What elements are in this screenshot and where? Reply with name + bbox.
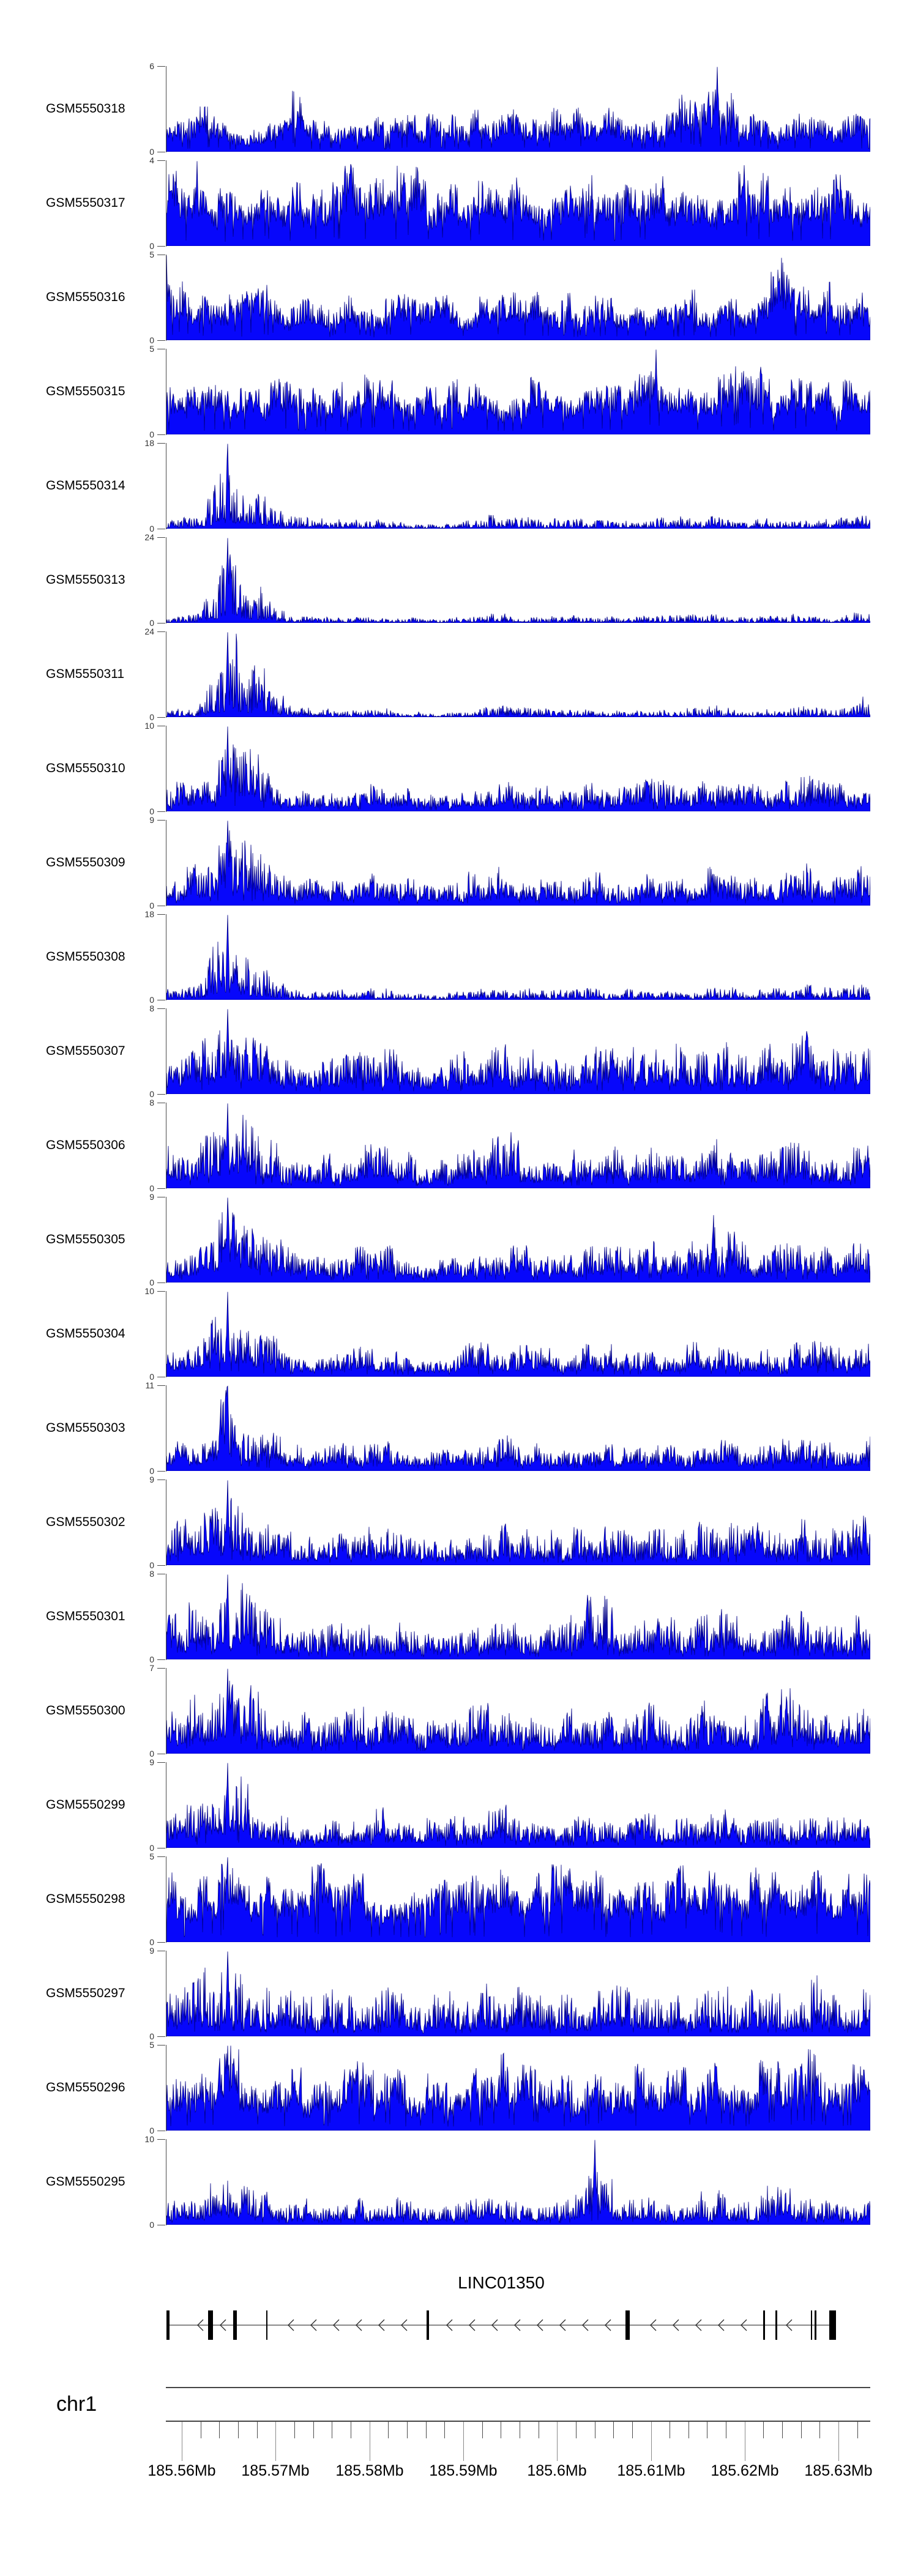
- track-ymin-label: 0: [149, 241, 154, 251]
- track-ymax-label: 18: [144, 909, 154, 919]
- axis-minor-tick: [819, 2422, 820, 2438]
- coverage-area: [166, 67, 870, 152]
- coverage-signal: [166, 1668, 870, 1754]
- coverage-area: [166, 349, 870, 434]
- coverage-area: [166, 726, 870, 811]
- coverage-signal: [166, 1480, 870, 1565]
- track-label: GSM5550297: [46, 1986, 125, 2000]
- track-label: GSM5550304: [46, 1327, 125, 1341]
- ymax-tick: [157, 2045, 165, 2046]
- coverage-area: [166, 915, 870, 1000]
- axis-minor-tick: [426, 2422, 427, 2438]
- exon-box: [266, 2310, 267, 2340]
- coverage-signal: [166, 1762, 870, 1848]
- axis-tick-label: 185.59Mb: [429, 2462, 498, 2479]
- ymax-tick: [157, 2139, 165, 2140]
- coverage-area: [166, 1951, 870, 2036]
- coverage-area: [166, 1857, 870, 1942]
- coverage-area: [166, 1386, 870, 1471]
- coverage-signal: [166, 631, 870, 717]
- coverage-signal: [166, 1008, 870, 1094]
- ymax-tick: [157, 1762, 165, 1763]
- coverage-signal: [166, 2045, 870, 2131]
- ymin-tick: [157, 340, 165, 341]
- track-ymin-label: 0: [149, 1560, 154, 1570]
- ymin-tick: [157, 1659, 165, 1660]
- track-label: GSM5550306: [46, 1138, 125, 1152]
- track-ymax-label: 10: [144, 1286, 154, 1296]
- axis-minor-tick: [482, 2422, 483, 2438]
- coverage-area: [166, 1009, 870, 1094]
- track-label: GSM5550310: [46, 761, 125, 775]
- coverage-area: [166, 2046, 870, 2131]
- coverage-signal: [166, 1385, 870, 1471]
- coverage-signal: [166, 1197, 870, 1282]
- track-ymax-label: 10: [144, 721, 154, 731]
- ymax-tick: [157, 537, 165, 538]
- axis-main-line: [166, 2421, 870, 2422]
- axis-minor-tick: [763, 2422, 764, 2438]
- ymax-tick: [157, 443, 165, 444]
- axis-minor-tick: [632, 2422, 633, 2438]
- track-label: GSM5550309: [46, 855, 125, 869]
- coverage-signal: [166, 255, 870, 340]
- track-ymin-label: 0: [149, 2031, 154, 2041]
- track-ymin-label: 0: [149, 1089, 154, 1099]
- track-label: GSM5550295: [46, 2175, 125, 2189]
- coverage-area: [166, 1197, 870, 1282]
- track-ymin-label: 0: [149, 995, 154, 1005]
- coverage-area: [166, 1574, 870, 1659]
- track-ymax-label: 24: [144, 627, 154, 636]
- track-ymin-label: 0: [149, 524, 154, 534]
- ymin-tick: [157, 2036, 165, 2037]
- exon-box: [763, 2310, 765, 2340]
- axis-minor-tick: [219, 2422, 220, 2438]
- track-ymin-label: 0: [149, 335, 154, 345]
- track-ymin-label: 0: [149, 1843, 154, 1853]
- axis-major-tick: [651, 2422, 652, 2461]
- axis-major-tick: [557, 2422, 558, 2461]
- track-ymin-label: 0: [149, 2220, 154, 2230]
- axis-major-tick: [275, 2422, 276, 2461]
- coverage-signal: [166, 2139, 870, 2225]
- gene-model: [166, 2307, 870, 2343]
- ymax-tick: [157, 66, 165, 67]
- coverage-area: [166, 444, 870, 529]
- track-ymax-label: 10: [144, 2134, 154, 2144]
- axis-tick-label: 185.63Mb: [804, 2462, 873, 2479]
- coverage-area: [166, 1480, 870, 1565]
- track-label: GSM5550318: [46, 102, 125, 116]
- exon-box: [427, 2310, 429, 2340]
- track-label: GSM5550296: [46, 2080, 125, 2094]
- track-label: GSM5550307: [46, 1044, 125, 1058]
- ymin-tick: [157, 811, 165, 812]
- coverage-signal: [166, 914, 870, 1000]
- coverage-area: [166, 1103, 870, 1188]
- axis-minor-tick: [688, 2422, 689, 2438]
- coverage-area: [166, 2140, 870, 2225]
- gene-title: LINC01350: [458, 2273, 545, 2292]
- axis-major-tick: [463, 2422, 464, 2461]
- track-ymax-label: 8: [149, 1098, 154, 1107]
- ymax-tick: [157, 1008, 165, 1009]
- coverage-signal: [166, 1574, 870, 1659]
- track-ymin-label: 0: [149, 1749, 154, 1759]
- coverage-area: [166, 1669, 870, 1754]
- track-ymin-label: 0: [149, 618, 154, 628]
- track-label: GSM5550314: [46, 478, 125, 493]
- track-label: GSM5550316: [46, 290, 125, 304]
- track-ymax-label: 8: [149, 1003, 154, 1013]
- axis-tick-label: 185.56Mb: [147, 2462, 216, 2479]
- ymax-tick: [157, 1856, 165, 1857]
- axis-top-line: [166, 2387, 870, 2388]
- axis-tick-label: 185.57Mb: [241, 2462, 310, 2479]
- exon-box: [166, 2310, 170, 2340]
- exon-box: [625, 2310, 630, 2340]
- axis-minor-tick: [444, 2422, 445, 2438]
- ymin-tick: [157, 246, 165, 247]
- axis-minor-tick: [388, 2422, 389, 2438]
- exon-box: [233, 2310, 237, 2340]
- track-ymin-label: 0: [149, 1655, 154, 1664]
- track-ymin-label: 0: [149, 712, 154, 722]
- ymin-tick: [157, 623, 165, 624]
- track-ymin-label: 0: [149, 1278, 154, 1287]
- track-ymin-label: 0: [149, 1372, 154, 1382]
- ymin-tick: [157, 1282, 165, 1283]
- axis-minor-tick: [576, 2422, 577, 2438]
- track-label: GSM5550313: [46, 573, 125, 587]
- track-ymin-label: 0: [149, 806, 154, 816]
- track-label: GSM5550300: [46, 1703, 125, 1718]
- coverage-signal: [166, 1951, 870, 2036]
- track-label: GSM5550299: [46, 1798, 125, 1812]
- axis-minor-tick: [407, 2422, 408, 2438]
- track-ymax-label: 5: [149, 2040, 154, 2050]
- track-label: GSM5550308: [46, 950, 125, 964]
- axis-minor-tick: [257, 2422, 258, 2438]
- track-ymax-label: 9: [149, 1475, 154, 1484]
- track-ymax-label: 7: [149, 1663, 154, 1673]
- ymax-tick: [157, 820, 165, 821]
- track-ymax-label: 8: [149, 1569, 154, 1579]
- exon-box: [811, 2310, 812, 2340]
- ymax-tick: [157, 914, 165, 915]
- track-ymin-label: 0: [149, 1937, 154, 1947]
- exon-box: [775, 2310, 777, 2340]
- axis-minor-tick: [613, 2422, 614, 2438]
- axis-tick-label: 185.62Mb: [711, 2462, 779, 2479]
- track-ymax-label: 9: [149, 1946, 154, 1956]
- coverage-area: [166, 632, 870, 717]
- coverage-signal: [166, 160, 870, 246]
- coverage-signal: [166, 1856, 870, 1942]
- coverage-area: [166, 255, 870, 340]
- track-ymax-label: 5: [149, 1852, 154, 1861]
- ymax-tick: [157, 1291, 165, 1292]
- coverage-area: [166, 538, 870, 623]
- axis-major-tick: [838, 2422, 839, 2461]
- track-label: GSM5550311: [46, 667, 125, 681]
- track-ymax-label: 18: [144, 438, 154, 448]
- axis-tick-label: 185.6Mb: [527, 2462, 587, 2479]
- ymin-tick: [157, 1565, 165, 1566]
- track-label: GSM5550298: [46, 1892, 125, 1906]
- axis-minor-tick: [801, 2422, 802, 2438]
- track-ymin-label: 0: [149, 430, 154, 439]
- track-label: GSM5550303: [46, 1421, 125, 1435]
- ymin-tick: [157, 1188, 165, 1189]
- exon-box: [208, 2310, 213, 2340]
- coverage-area: [166, 821, 870, 906]
- track-ymin-label: 0: [149, 1466, 154, 1476]
- coverage-signal: [166, 537, 870, 623]
- coverage-signal: [166, 1103, 870, 1188]
- coverage-signal: [166, 820, 870, 906]
- chromosome-label: chr1: [56, 2392, 97, 2416]
- track-label: GSM5550315: [46, 384, 125, 398]
- track-ymax-label: 5: [149, 344, 154, 354]
- coverage-signal: [166, 726, 870, 811]
- axis-minor-tick: [313, 2422, 314, 2438]
- ymin-tick: [157, 1094, 165, 1095]
- track-ymin-label: 0: [149, 2126, 154, 2135]
- track-ymax-label: 9: [149, 1757, 154, 1767]
- track-ymin-label: 0: [149, 147, 154, 157]
- track-label: GSM5550301: [46, 1609, 125, 1623]
- ymax-tick: [157, 631, 165, 632]
- coverage-area: [166, 1292, 870, 1377]
- axis-minor-tick: [857, 2422, 858, 2438]
- ymin-tick: [157, 434, 165, 435]
- coverage-signal: [166, 349, 870, 434]
- coverage-area: [166, 1763, 870, 1848]
- track-ymax-label: 9: [149, 815, 154, 825]
- track-ymax-label: 6: [149, 61, 154, 71]
- ymin-tick: [157, 717, 165, 718]
- ymin-tick: [157, 1942, 165, 1943]
- ymax-tick: [157, 1668, 165, 1669]
- axis-tick-label: 185.61Mb: [617, 2462, 685, 2479]
- track-ymax-label: 9: [149, 1192, 154, 1202]
- exon-box: [829, 2310, 836, 2340]
- axis-minor-tick: [294, 2422, 295, 2438]
- track-label: GSM5550317: [46, 196, 125, 210]
- track-label: GSM5550305: [46, 1232, 125, 1246]
- track-ymin-label: 0: [149, 1183, 154, 1193]
- track-ymax-label: 5: [149, 250, 154, 259]
- ymin-tick: [157, 1471, 165, 1472]
- coverage-signal: [166, 66, 870, 152]
- coverage-area: [166, 161, 870, 246]
- track-ymax-label: 24: [144, 532, 154, 542]
- ymax-tick: [157, 1385, 165, 1386]
- track-ymax-label: 11: [145, 1380, 154, 1390]
- ymax-tick: [157, 160, 165, 161]
- coverage-signal: [166, 443, 870, 529]
- track-label: GSM5550302: [46, 1515, 125, 1529]
- coverage-signal: [166, 1291, 870, 1377]
- axis-tick-label: 185.58Mb: [335, 2462, 404, 2479]
- axis-minor-tick: [238, 2422, 239, 2438]
- track-ymax-label: 4: [149, 155, 154, 165]
- axis-minor-tick: [782, 2422, 783, 2438]
- track-ymin-label: 0: [149, 901, 154, 910]
- exon-box: [815, 2310, 816, 2340]
